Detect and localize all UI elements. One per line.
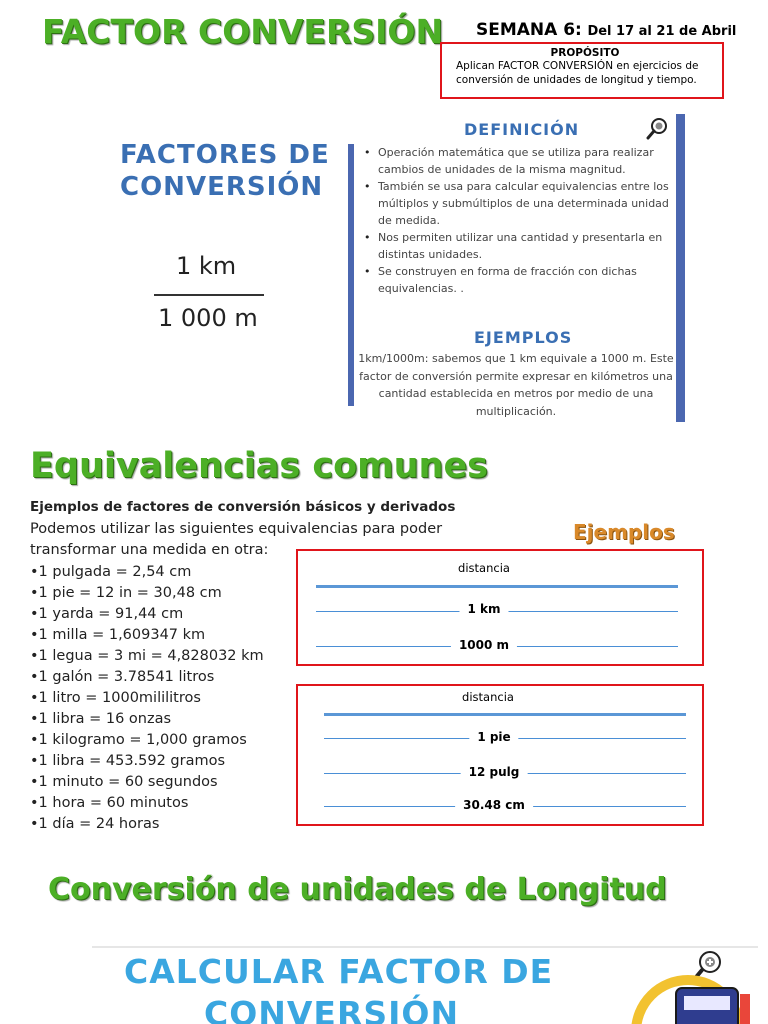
left-accent-bar [348,144,354,406]
fraction-bar [154,294,264,296]
list-item: •1 minuto = 60 segundos [30,774,218,790]
list-item: •1 día = 24 horas [30,816,160,832]
example-box-2-thick-line [324,713,686,716]
proposito-title: PROPÓSITO [550,47,620,59]
definicion-list [364,144,676,297]
equivalencias-intro: Podemos utilizar las siguientes equivalencias para poder transformar una medida en otra: [30,521,443,558]
example-box-2 [296,684,704,826]
fraction-numerator: 1 km [176,252,237,280]
ejemplos-heading: EJEMPLOS [474,328,573,347]
equivalencias-list [30,562,264,835]
semana-line [476,20,736,40]
proposito-box [440,42,724,99]
list-item: •1 litro = 1000mililitros [30,690,201,706]
definicion-item: • Nos permiten utilizar una cantidad y presentarla en distintas unidades. [364,229,676,263]
example-box-1-top: 1 km [459,602,508,616]
bottom-graphic-topline [92,946,758,948]
infographic-title-line2: CONVERSIÓN [120,172,324,202]
definicion-item: • Operación matemática que se utiliza para realizar cambios de unidades de la misma magnitud. [364,144,676,178]
example-box-2-row-1: 1 pie [469,730,518,744]
example-box-1-thick-line [316,585,678,588]
example-box-2-heading: distancia [454,690,522,704]
bottom-title-line1: CALCULAR FACTOR DE [124,952,554,991]
equivalencias-title: Equivalencias comunes [30,446,489,486]
definicion-heading: DEFINICIÓN [464,120,580,139]
longitud-title: Conversión de unidades de Longitud [48,872,667,907]
magnifier-icon [646,116,670,140]
bottom-title-line2: CONVERSIÓN [204,994,460,1024]
equivalencias-subtitle: Ejemplos de factores de conversión básicos y derivados [30,499,456,515]
list-item: •1 hora = 60 minutos [30,795,189,811]
list-item: •1 pulgada = 2,54 cm [30,564,192,580]
example-box-1 [296,549,704,666]
list-item: •1 pie = 12 in = 30,48 cm [30,585,222,601]
fraction-denominator: 1 000 m [158,304,258,332]
semana-label: SEMANA 6: [476,20,582,40]
calculator-icon [602,972,758,1024]
list-item: •1 libra = 16 onzas [30,711,172,727]
list-item: •1 kilogramo = 1,000 gramos [30,732,247,748]
page-title: FACTOR CONVERSIÓN [42,12,444,51]
right-accent-bar [676,114,685,422]
example-box-2-row-3: 30.48 cm [455,798,533,812]
infographic-title-line1: FACTORES DE [120,140,330,170]
bottom-graphic [92,946,758,1024]
list-item: •1 galón = 3.78541 litros [30,669,215,685]
list-item: •1 legua = 3 mi = 4,828032 km [30,648,264,664]
ejemplos-text: 1km/1000m: sabemos que 1 km equivale a 1000 m. Este factor de conversión permite expresar en kilómetros una cantidad establecida en metros por medio de una multiplicación. [358,352,674,418]
infographic [108,112,688,422]
proposito-text: Aplican FACTOR CONVERSIÓN en ejercicios de conversión de unidades de longitud y tiempo. [456,60,699,86]
example-box-2-row-2: 12 pulg [461,765,528,779]
example-box-1-bottom: 1000 m [451,638,517,652]
ejemplos-title: Ejemplos [573,520,675,544]
list-item: •1 yarda = 91,44 cm [30,606,184,622]
semana-dates: Del 17 al 21 de Abril [587,24,737,39]
list-item: •1 milla = 1,609347 km [30,627,206,643]
example-box-1-heading: distancia [450,561,518,575]
definicion-item: • Se construyen en forma de fracción con dichas equivalencias. . [364,263,676,297]
definicion-item: • También se usa para calcular equivalencias entre los múltiplos y submúltiplos de una determinada unidad de medida. [364,178,676,229]
list-item: •1 libra = 453.592 gramos [30,753,226,769]
